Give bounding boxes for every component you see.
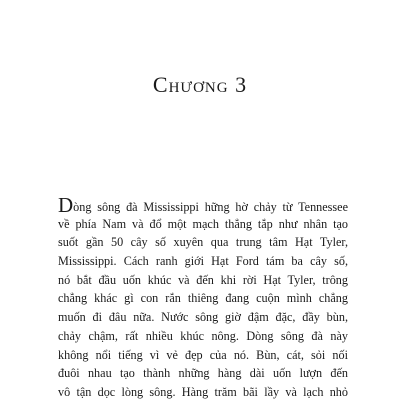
text-line-7: muốn đi đâu nữa. Nước sông giờ đậm đặc, đầy bùn,: [58, 310, 348, 325]
text-line-1-rest: òng sông đà Mississippi hững hờ chảy từ Tennessee: [73, 200, 348, 214]
text-line-4: Mississippi. Cách ranh giới Hạt Ford tám ba cây số,: [58, 254, 348, 269]
chapter-title: Chương 3: [152, 72, 248, 97]
text-line-6: chẳng khác gì con rắn thiêng đang cuộn mình chẳng: [58, 291, 348, 306]
text-line-10: đuôi nhau tạo thành những hàng dài uốn lượn đến: [58, 366, 348, 381]
text-line-3: suốt gần 50 cây số xuyên qua trung tâm Hạt Tyler,: [58, 235, 348, 250]
text-line-11: vô tận dọc lòng sông. Hàng trăm bãi lầy và lạch nhỏ: [58, 384, 348, 399]
drop-cap: D: [58, 196, 74, 215]
text-line-9: không nổi tiếng vì vẻ đẹp của nó. Bùn, cát, sỏi nối: [58, 347, 348, 362]
text-line-5: nó bắt đầu uốn khúc và đến khi rời Hạt Tyler, trông: [58, 272, 348, 287]
text-line-8: chảy chậm, rất nhiều khúc nông. Dòng sông đà này: [58, 328, 348, 343]
chapter-body-paragraph: [58, 196, 348, 400]
text-line-1: [58, 196, 348, 215]
text-line-2: về phía Nam và đổ một mạch thẳng tắp như nhân tạo: [58, 216, 348, 231]
